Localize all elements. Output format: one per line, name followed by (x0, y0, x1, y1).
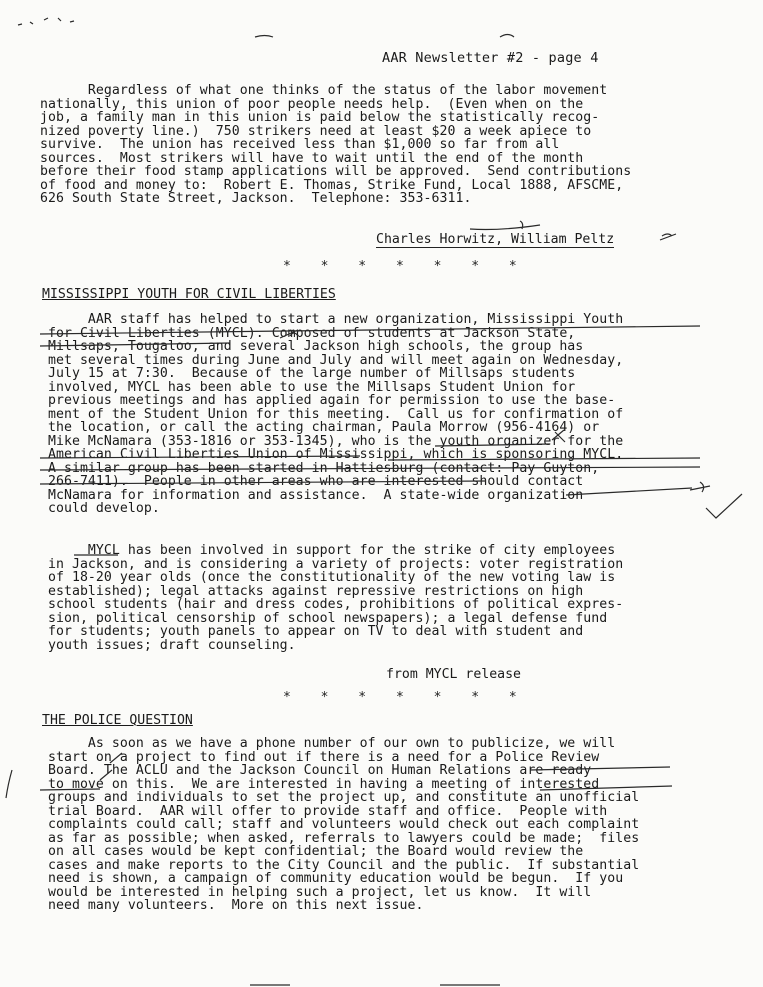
text-line: could develop. (40, 501, 160, 516)
police-heading: THE POLICE QUESTION (42, 713, 193, 728)
text-line: A similar group has been started in Hattiesburg (contact: Pay Guyton, (40, 460, 600, 476)
text-line: Mike McNamara (353-1816 or 353-1345), who is the youth organizer for the (40, 433, 624, 449)
text-line: established); legal attacks against repressive restrictions on high (40, 583, 584, 599)
text-line: the location, or call the acting chairman, Paula Morrow (956-4164) or (40, 420, 600, 435)
section-separator: * * * * * * * (283, 690, 528, 705)
strike-paragraph (40, 84, 730, 206)
mycl-projects-paragraph (40, 544, 730, 652)
mycl-paragraph (40, 313, 730, 516)
sig-tick (660, 234, 676, 240)
text-line: in Jackson, and is considering a variety of projects: voter registration (40, 556, 624, 572)
top-dash-left (255, 36, 273, 38)
text-line: sources. Most strikers will have to wait until the end of the month (40, 150, 584, 166)
text-line: groups and individuals to set the project up, and constitute an unofficial (40, 790, 640, 805)
text-line: nationally, this union of poor people needs help. (Even when on the (40, 96, 584, 112)
text-line: 266-7411). People in other areas who are interested should contact (40, 474, 584, 489)
phone-underline (470, 221, 540, 230)
text-line: previous meetings and has applied again for permission to use the base- (40, 393, 616, 408)
margin-bracket (6, 770, 12, 798)
text-line: American Civil Liberties Union of Mississippi, which is sponsoring MYCL. (40, 447, 624, 462)
text-line: Millsaps, Tougaloo, and several Jackson high schools, the group has (40, 339, 584, 354)
text-line: of 18-20 year olds (once the constitutionality of the new voting law is (40, 570, 616, 585)
text-line: for students; youth panels to appear on TV to deal with student and (40, 624, 584, 639)
page-header: AAR Newsletter #2 - page 4 (382, 50, 599, 66)
text-line: MYCL has been involved in support for the strike of city employees (40, 543, 616, 558)
text-line: for Civil Liberties (MYCL). Composed of students at Jackson State, (40, 325, 576, 341)
text-line: nized poverty line.) 750 strikers need at least $20 a week apiece to (40, 123, 592, 139)
text-line: Board. The ACLU and the Jackson Council on Human Relations are ready (40, 763, 592, 778)
text-line: as far as possible; when asked, referrals to lawyers could be made; files (40, 830, 640, 846)
mycl-heading: MISSISSIPPI YOUTH FOR CIVIL LIBERTIES (42, 287, 336, 302)
text-line: complaints could call; staff and volunteers would check out each complaint (40, 817, 640, 832)
top-dash-right (500, 35, 514, 38)
text-line: start on a project to find out if there is a need for a Police Review (40, 749, 600, 765)
text-line: survive. The union has received less than $1,000 so far from all (40, 137, 560, 152)
text-line: trial Board. AAR will offer to provide staff and office. People with (40, 803, 608, 819)
text-line: need is shown, a campaign of community education would be begun. If you (40, 871, 624, 886)
police-paragraph (40, 737, 730, 913)
text-line: As soon as we have a phone number of our own to publicize, we will (40, 736, 616, 751)
text-line: Regardless of what one thinks of the status of the labor movement (40, 83, 608, 98)
text-line: need many volunteers. More on this next issue. (40, 898, 424, 913)
speck-marks (18, 18, 74, 25)
text-line: July 15 at 7:30. Because of the large number of Millsaps students (40, 366, 576, 381)
text-line: before their food stamp applications will be approved. Send contributions (40, 164, 632, 179)
text-line: youth issues; draft counseling. (40, 637, 296, 653)
text-line: involved, MYCL has been able to use the Millsaps Student Union for (40, 379, 576, 395)
text-line: school students (hair and dress codes, prohibitions of political expres- (40, 597, 624, 612)
signature-line: Charles Horwitz, William Peltz (376, 232, 615, 247)
text-line: 626 South State Street, Jackson. Telephone: 353-6311. (40, 191, 472, 206)
text-line: met several times during June and July and will meet again on Wednesday, (40, 352, 624, 368)
release-note: from MYCL release (386, 667, 521, 682)
text-line: ment of the Student Union for this meeting. Call us for confirmation of (40, 406, 624, 422)
text-line: cases and make reports to the City Council and the public. If substantial (40, 857, 640, 873)
text-line: job, a family man in this union is paid below the statistically recog- (40, 110, 600, 125)
text-line: sion, political censorship of school newspapers); a legal defense fund (40, 610, 608, 626)
text-line: McNamara for information and assistance. A state-wide organization (40, 487, 584, 503)
text-line: would be interested in helping such a project, let us know. It will (40, 884, 592, 900)
section-separator: * * * * * * * (283, 259, 528, 274)
text-line: on all cases would be kept confidential; the Board would review the (40, 844, 584, 859)
text-line: of food and money to: Robert E. Thomas, Strike Fund, Local 1888, AFSCME, (40, 177, 624, 193)
text-line: to move on this. We are interested in having a meeting of interested (40, 776, 600, 792)
text-line: AAR staff has helped to start a new organization, Mississippi Youth (40, 312, 624, 327)
